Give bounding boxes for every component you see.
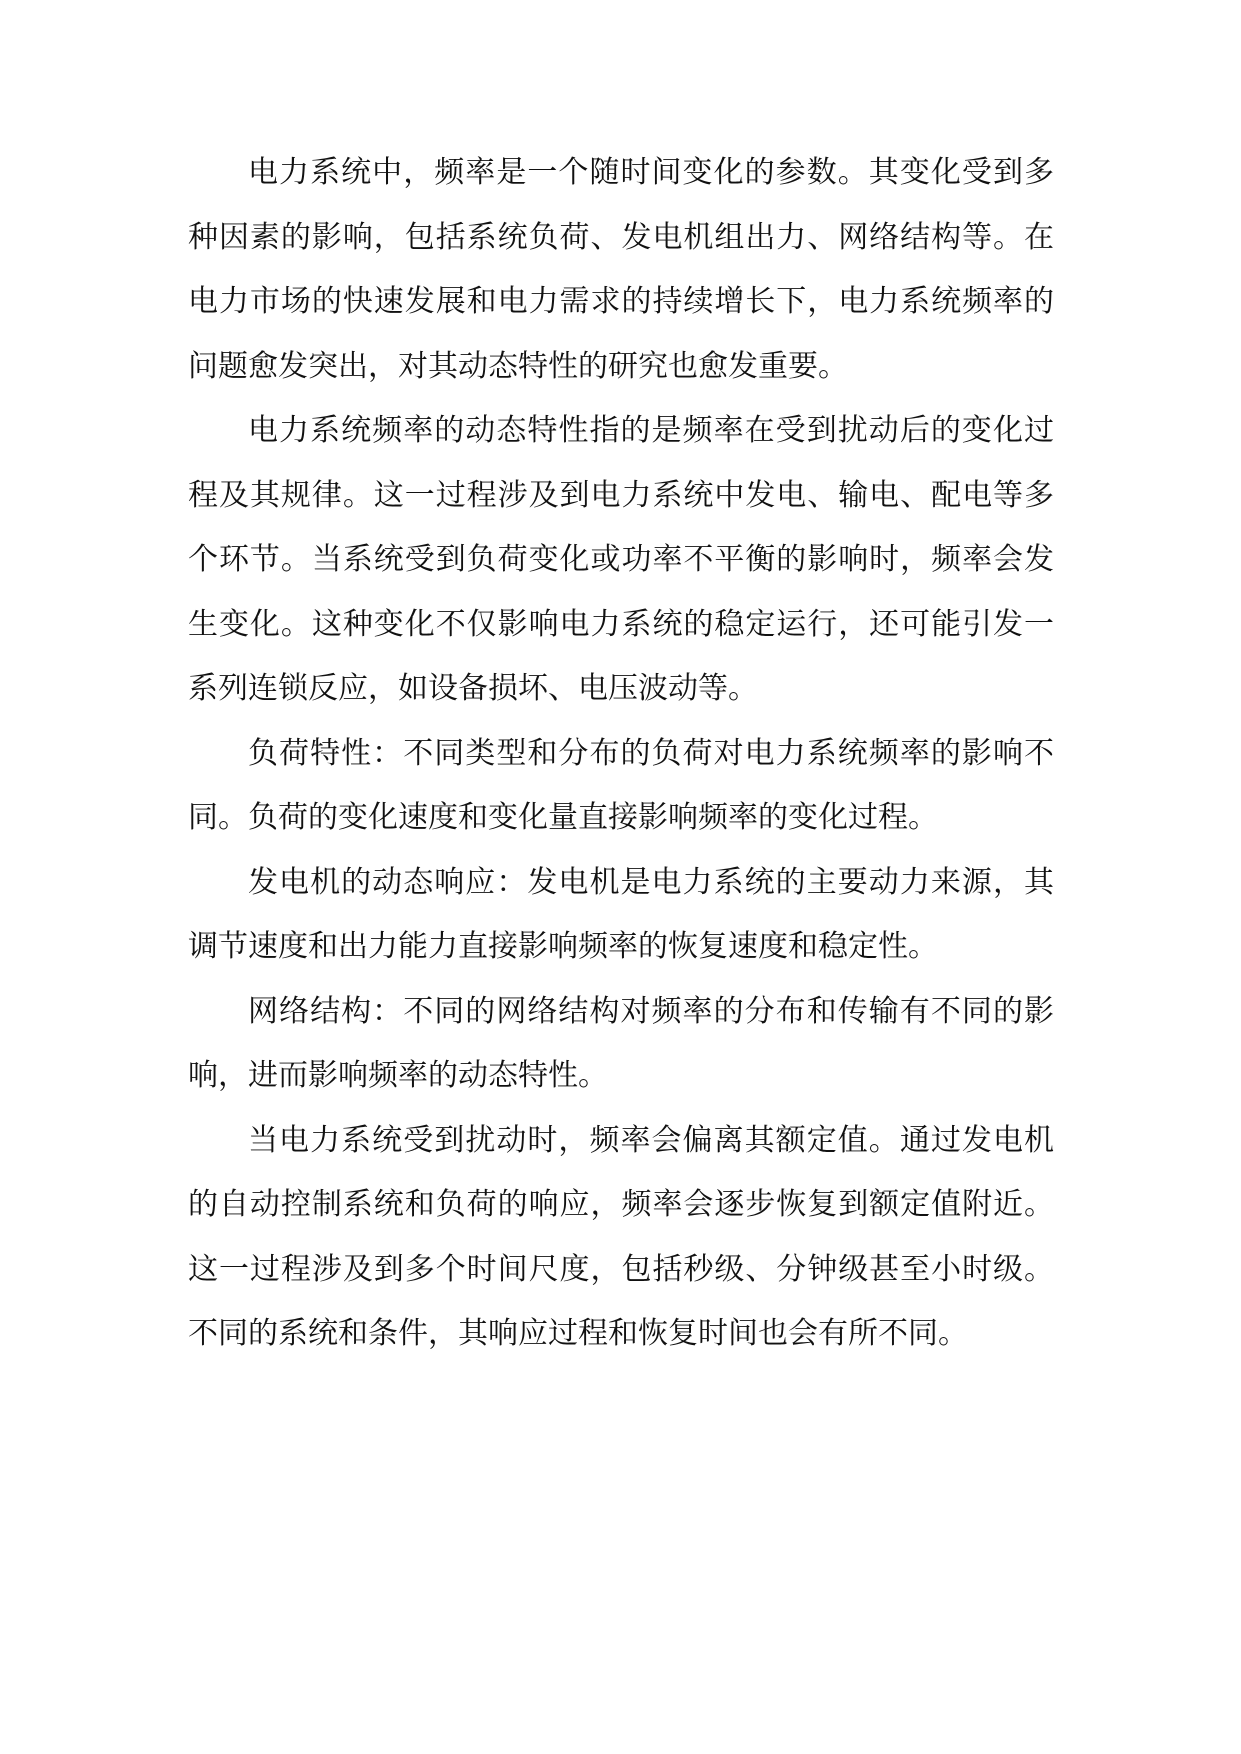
- paragraph-2: 电力系统频率的动态特性指的是频率在受到扰动后的变化过程及其规律。这一过程涉及到电力系统中发电、输电、配电等多个环节。当系统受到负荷变化或功率不平衡的影响时，频率会发生变化。这种变化不仅影响电力系统的稳定运行，还可能引发一系列连锁反应，如设备损坏、电压波动等。: [188, 413, 1054, 706]
- paragraph-4: 发电机的动态响应：发电机是电力系统的主要动力来源，其调节速度和出力能力直接影响频率的恢复速度和稳定性。: [188, 864, 1054, 964]
- paragraph-6: 当电力系统受到扰动时，频率会偏离其额定值。通过发电机的自动控制系统和负荷的响应，频率会逐步恢复到额定值附近。这一过程涉及到多个时间尺度，包括秒级、分钟级甚至小时级。不同的系统和条件，其响应过程和恢复时间也会有所不同。: [188, 1122, 1054, 1351]
- document-body: [188, 141, 1054, 1367]
- paragraph-1: 电力系统中，频率是一个随时间变化的参数。其变化受到多种因素的影响，包括系统负荷、发电机组出力、网络结构等。在电力市场的快速发展和电力需求的持续增长下，电力系统频率的问题愈发突出，对其动态特性的研究也愈发重要。: [188, 155, 1054, 384]
- paragraph-5: 网络结构：不同的网络结构对频率的分布和传输有不同的影响，进而影响频率的动态特性。: [188, 993, 1054, 1093]
- paragraph-3: 负荷特性：不同类型和分布的负荷对电力系统频率的影响不同。负荷的变化速度和变化量直接影响频率的变化过程。: [188, 735, 1054, 835]
